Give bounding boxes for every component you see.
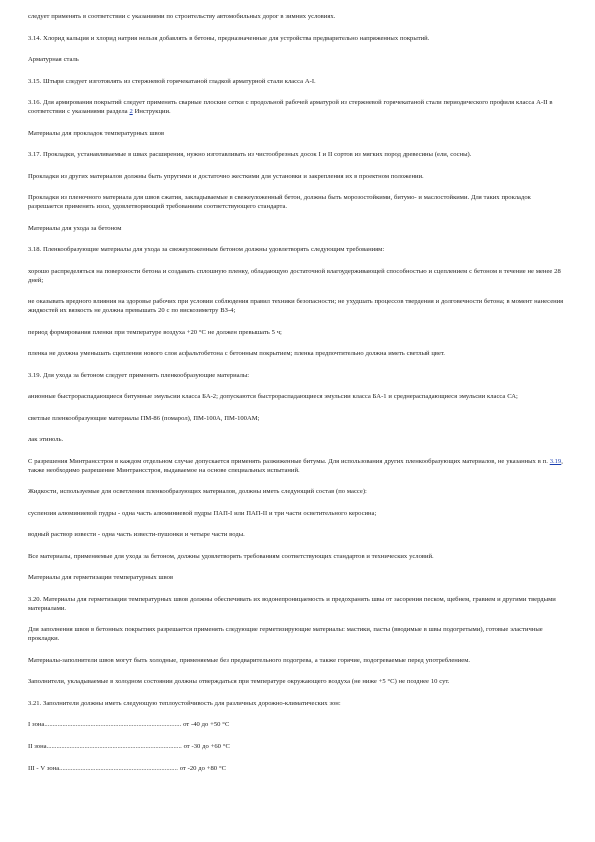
paragraph: 3.14. Хлорид кальция и хлорид натрия нельзя добавлять в бетоны, предназначенные для устройства предварительно напряженных покрытий. <box>28 34 430 42</box>
paragraph: 3.18. Пленкообразующие материалы для ухода за свежеуложенным бетоном должны удовлетворять следующим требованиям: <box>28 246 385 253</box>
paragraph: 3.20. Материалы для герметизации температурных швов должны обеспечивать их водонепроницаемость и предохранять швы от засорения песком, щебнем, гравием и другими твердыми материалами. <box>28 595 556 612</box>
paragraph: Для заполнения швов в бетонных покрытиях разрешается применять следующие герметизирующие материалы: мастики, пасты (вводимые в швы подогретыми), готовые эластичные прокладки. <box>28 626 543 642</box>
paragraph: следует применять в соответствии с указаниями по строительству автомобильных дорог в зимних условиях. <box>28 13 336 20</box>
zone-row <box>28 764 566 773</box>
document-body <box>28 12 566 708</box>
document-page <box>28 12 566 786</box>
paragraph: Жидкости, используемые для осветления пленкообразующих материалов, должны иметь следующий состав (по массе): <box>28 488 367 495</box>
paragraph-with-link <box>28 457 566 475</box>
zone-name: I зона <box>28 721 45 728</box>
zone-leader: .................................................................................. <box>46 743 182 750</box>
section-link[interactable]: 2 <box>129 108 133 115</box>
zone-leader: ................................................................................... <box>44 721 182 728</box>
paragraph: Прокладки из других материалов должны быть упругими и достаточно жесткими для установки и закрепления их в проектном положении. <box>28 172 424 180</box>
clause-link[interactable]: 3.19 <box>549 457 562 465</box>
section-heading: Материалы для герметизации температурных швов <box>28 574 174 581</box>
paragraph-text: Инструкции. <box>132 108 171 115</box>
paragraph: Прокладки из пленочного материала для швов сжатия, закладываемые в свежеуложенный бетон, должны быть морозостойкими, битумо- и маслостойкими. Для таких прокладок разрешается применять изол, удовлетворяющий требованиям соответствующего стандарта. <box>28 194 531 210</box>
zone-row <box>28 742 566 751</box>
paragraph <box>28 98 566 116</box>
paragraph: 3.17. Прокладки, устанавливаемые в швах расширения, нужно изготавливать из чистообрезных досок I и II сортов из мягких пород древесины (ели, сосны). <box>28 151 472 158</box>
zone-range: от -30 до +60 °С <box>183 743 230 750</box>
paragraph: анионные быстрораспадающиеся битумные эмульсии класса БА-2; допускаются быстрораспадающиеся эмульсии класса БА-1 и среднераспадающиеся эмульсии класса СА; <box>28 393 518 400</box>
paragraph: не оказывать вредного влияния на здоровье рабочих при условии соблюдения правил техники безопасности; не ухудшать процессов твердения и долговечности бетона; в момент нанесения жидкостей их вязкость не должна превышать 20 с по вискозиметру ВЗ-4; <box>28 298 564 314</box>
section-heading: Материалы для ухода за бетоном <box>28 224 122 232</box>
zone-name: II зона <box>28 743 47 750</box>
paragraph: Все материалы, применяемые для ухода за бетоном, должны удовлетворять требованиям соответствующих стандартов и технических условий. <box>28 552 434 560</box>
paragraph-text: 3.16. Для армирования покрытий следует применять сварные плоские сетки с продольной рабочей арматурой из стержневой горячекатаной стали периодического профиля класса А-II в соответствии с указаниями раздела <box>28 99 553 115</box>
paragraph-text: , также необходимо разрешение Минтрансстроя, выдаваемое на основе специальных испытаний. <box>28 457 563 474</box>
zone-row <box>28 720 566 729</box>
paragraph: светлые пленкообразующие материалы ПМ-86 (помарол), ПМ-100А, ПМ-100АМ; <box>28 414 260 422</box>
zone-range: от -20 до +80 °С <box>179 765 226 772</box>
paragraph: 3.15. Штыри следует изготовлять из стержневой горячекатаной гладкой арматурной стали класса А-I. <box>28 77 316 85</box>
zone-leader: ........................................................................ <box>59 765 178 772</box>
paragraph-text: С разрешения Минтрансстроя в каждом отдельном случае допускается применять разжиженные битумы. Для использования других пленкообразующих материалов, не указанных в п. <box>28 457 550 465</box>
section-heading: Арматурная сталь <box>28 56 79 63</box>
paragraph: Материалы-заполнители швов могут быть холодные, применяемые без предварительного подогрева, а также горячие, подогреваемые перед употреблением. <box>28 656 471 664</box>
paragraph: 3.19. Для ухода за бетоном следует применять пленкообразующие материалы: <box>28 371 250 379</box>
section-heading: Материалы для прокладок температурных швов <box>28 129 165 137</box>
paragraph: лак этиноль. <box>28 436 64 443</box>
paragraph: период формирования пленки при температуре воздуха +20 °С не должен превышать 5 ч; <box>28 328 282 336</box>
paragraph: Заполнители, укладываемые в холодном состоянии должны отверждаться при температуре окружающего воздуха (не ниже +5 °С) не позднее 10 сут. <box>28 678 450 685</box>
paragraph: пленка не должна уменьшать сцепления нового слоя асфальтобетона с бетонным покрытием; пленка предпочтительно должна иметь светлый цвет. <box>28 350 445 357</box>
paragraph: суспензия алюминиевой пудры - одна часть алюминиевой пудры ПАП-I или ПАП-II и три части осветительного керосина; <box>28 509 377 517</box>
paragraph: водный раствор извести - одна часть извести-пушонки и четыре части воды. <box>28 531 245 538</box>
zone-range: от -40 до +50 °С <box>183 721 230 728</box>
paragraph: хорошо распределяться на поверхности бетона и создавать сплошную пленку, обладающую достаточной влагоудерживающей способностью и сцеплением с бетоном в течение не менее 28 дней; <box>28 267 561 284</box>
zone-list <box>28 720 566 773</box>
paragraph: 3.21. Заполнители должны иметь следующую теплоустойчивость для различных дорожно-климатических зон: <box>28 699 341 707</box>
zone-name: III - V зона <box>28 765 60 772</box>
